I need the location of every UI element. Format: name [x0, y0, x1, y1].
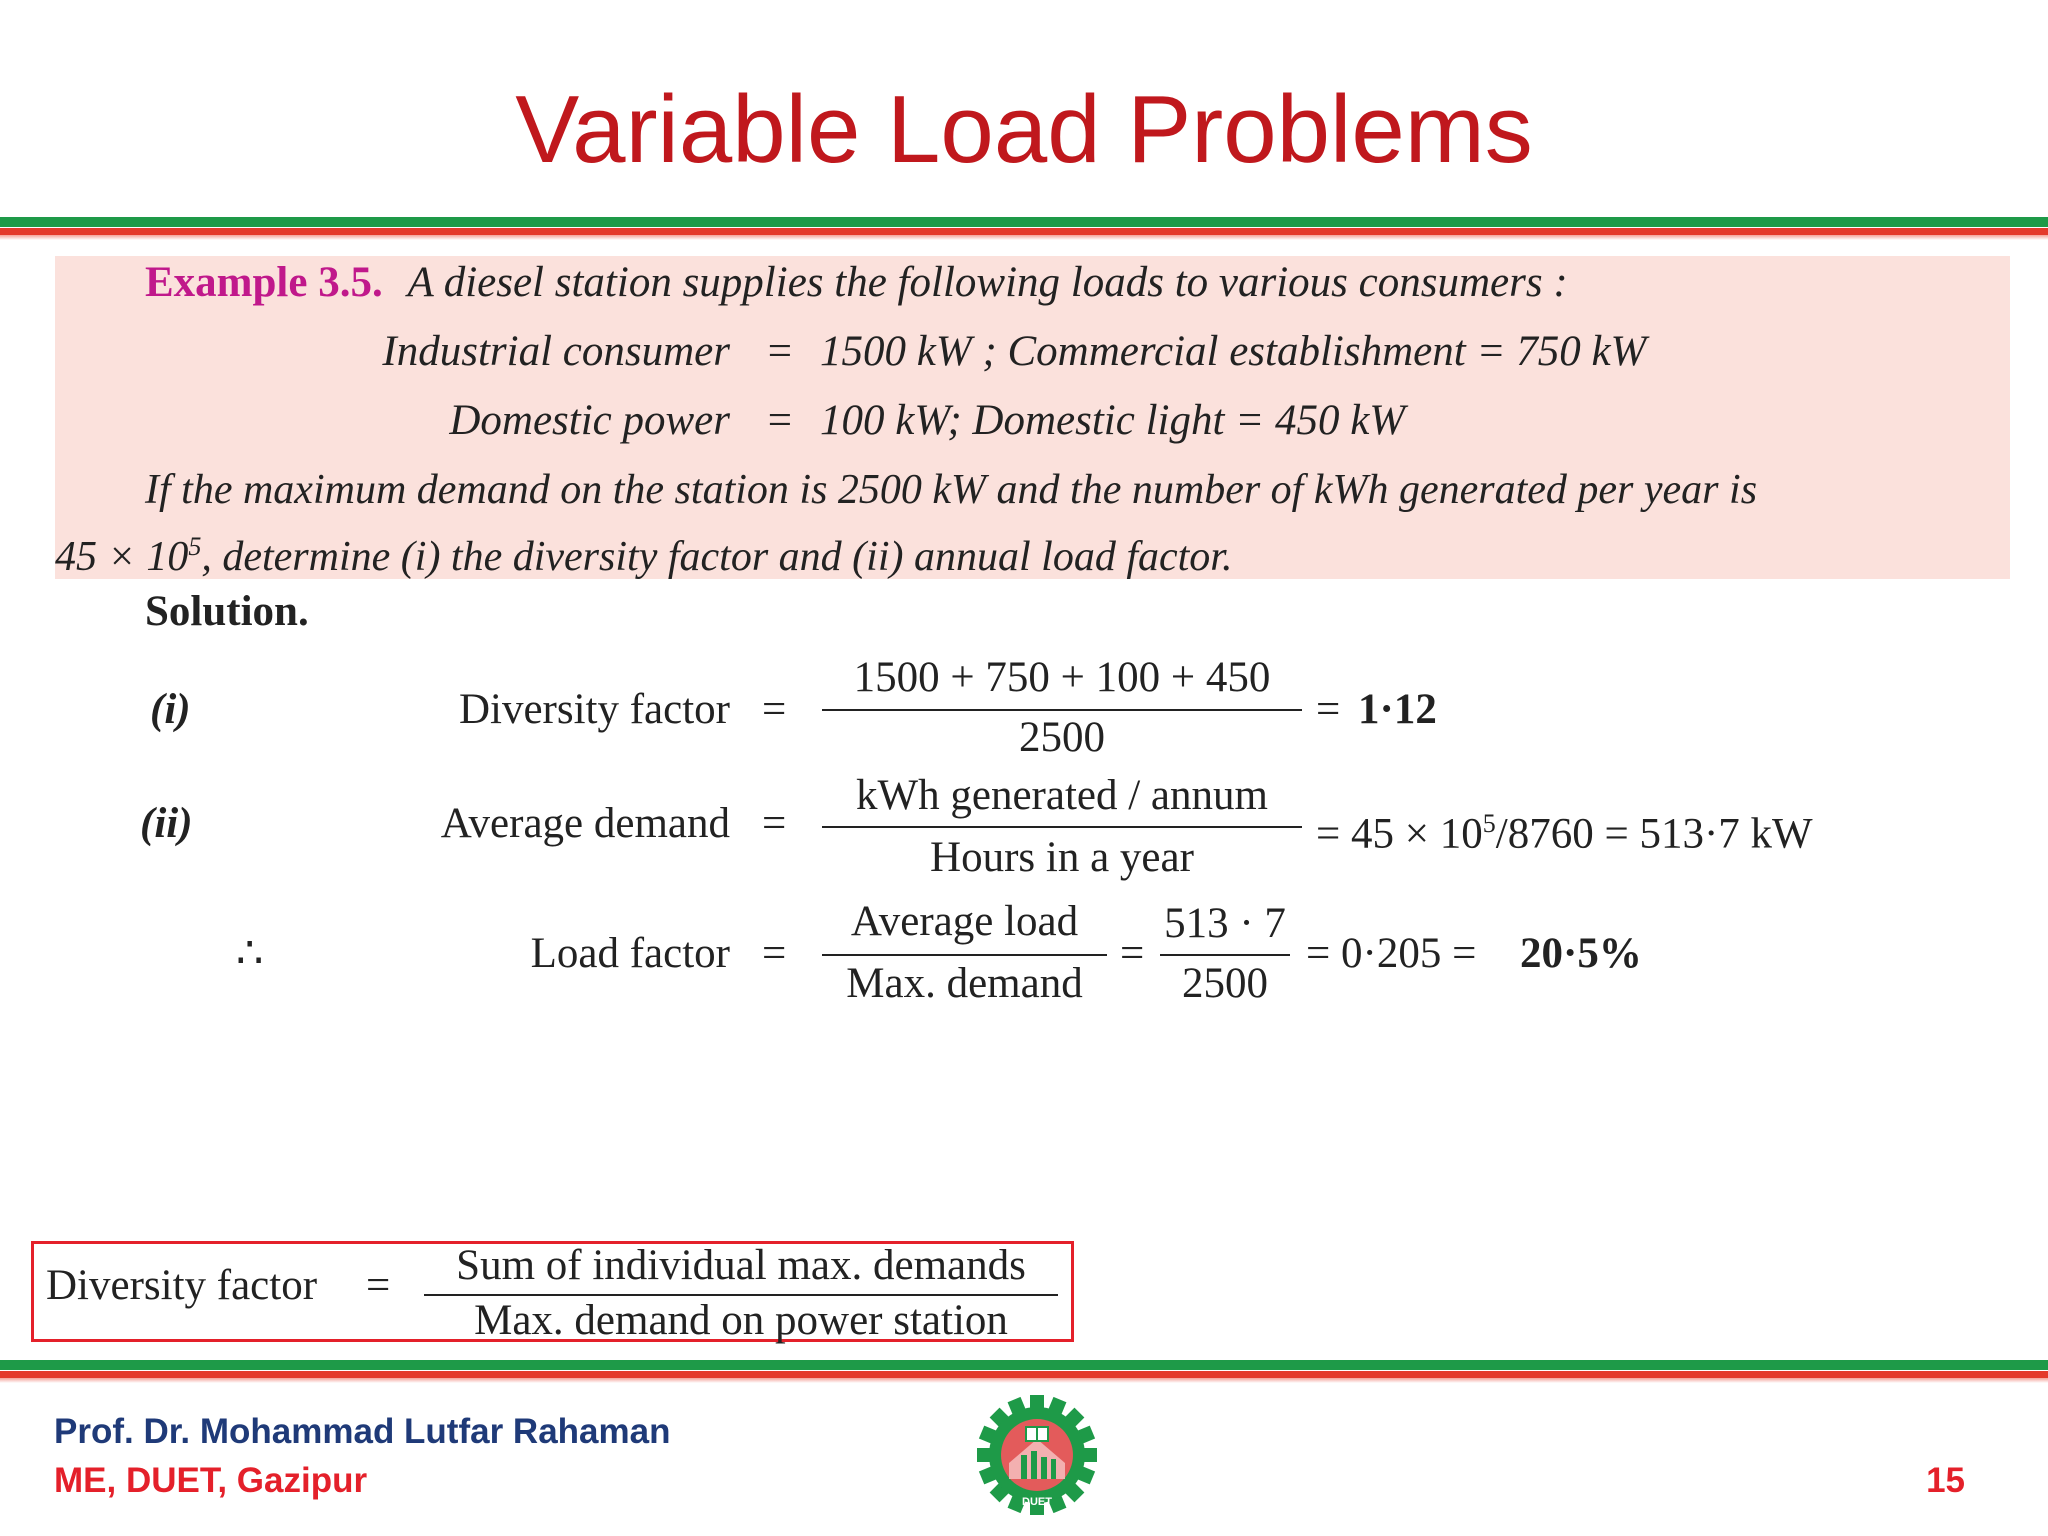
part3-denominator1: Max. demand: [846, 960, 1083, 1007]
duet-logo: [975, 1393, 1099, 1517]
part2-label: (ii): [140, 800, 193, 847]
part3-result: 20·5%: [1520, 930, 1642, 977]
problem-row2-name: Domestic power: [449, 397, 730, 444]
part2-result-base: = 45 × 10: [1316, 810, 1483, 858]
part3-denominator2: 2500: [1182, 960, 1268, 1007]
part2-result-rest: /8760 = 513·7 kW: [1495, 810, 1813, 858]
logo-text: DUET: [1022, 1496, 1052, 1508]
part1-name: Diversity factor: [458, 686, 730, 733]
part2-eq: =: [762, 800, 787, 847]
part3-numerator2: 513 · 7: [1164, 900, 1286, 947]
problem-intro: A diesel station supplies the following loads to various consumers :: [407, 259, 1568, 306]
bottom-red-rule: [0, 1371, 2048, 1378]
part1-result-eq: =: [1316, 686, 1341, 733]
part2-result: [1316, 798, 1813, 860]
part2-denominator: Hours in a year: [930, 834, 1194, 881]
part3-eq: =: [762, 930, 787, 977]
problem-body-exponent: 5: [188, 532, 202, 561]
top-rule-shadow: [0, 235, 2048, 240]
footer-author: Prof. Dr. Mohammad Lutfar Rahaman: [54, 1412, 671, 1451]
slide-title: Variable Load Problems: [515, 76, 1533, 183]
formula-numerator: Sum of individual max. demands: [456, 1242, 1026, 1289]
part3-fraction-bar1: [822, 954, 1107, 956]
problem-line-intro: [145, 257, 1568, 309]
problem-row2-value: 100 kW; Domestic light = 450 kW: [820, 397, 1406, 444]
therefore-symbol: ∴: [236, 930, 264, 977]
problem-body-line1: If the maximum demand on the station is 2500 kW and the number of kWh generated per year is: [145, 467, 1758, 513]
part2-result-exponent: 5: [1482, 809, 1496, 838]
top-green-rule: [0, 217, 2048, 227]
part2-name: Average demand: [440, 800, 730, 847]
example-label: Example 3.5.: [145, 259, 383, 306]
part3-fraction-bar2: [1160, 954, 1290, 956]
part3-result-prefix: = 0·205 =: [1306, 930, 1477, 977]
formula-name: Diversity factor: [46, 1262, 318, 1309]
part1-denominator: 2500: [1019, 714, 1105, 761]
part3-numerator1: Average load: [850, 898, 1079, 945]
page-number: 15: [1926, 1461, 1965, 1500]
problem-body-rest: , determine (i) the diversity factor and (ii) annual load factor.: [201, 534, 1233, 580]
part3-name: Load factor: [530, 930, 730, 977]
top-red-rule: [0, 228, 2048, 235]
problem-row2-eq: =: [765, 397, 795, 444]
part1-label: (i): [150, 686, 191, 733]
bottom-rule-shadow: [0, 1378, 2048, 1383]
part1-result: 1·12: [1358, 686, 1437, 733]
problem-row1-name: Industrial consumer: [382, 328, 730, 375]
problem-body-line2: [55, 521, 1233, 583]
problem-row1-value: 1500 kW ; Commercial establishment = 750 kW: [820, 328, 1647, 375]
part1-eq: =: [762, 686, 787, 733]
part2-fraction-bar: [822, 826, 1302, 828]
formula-denominator: Max. demand on power station: [474, 1297, 1008, 1344]
footer-institution: ME, DUET, Gazipur: [54, 1461, 368, 1500]
formula-eq: =: [366, 1262, 391, 1309]
part1-fraction-bar: [822, 709, 1302, 711]
part1-numerator: 1500 + 750 + 100 + 450: [853, 654, 1271, 701]
problem-row1-eq: =: [765, 328, 795, 375]
bottom-green-rule: [0, 1360, 2048, 1370]
part2-numerator: kWh generated / annum: [856, 772, 1268, 819]
problem-body-base: 45 × 10: [55, 534, 189, 580]
part3-eq2: =: [1120, 930, 1145, 977]
solution-heading: Solution.: [145, 588, 309, 635]
